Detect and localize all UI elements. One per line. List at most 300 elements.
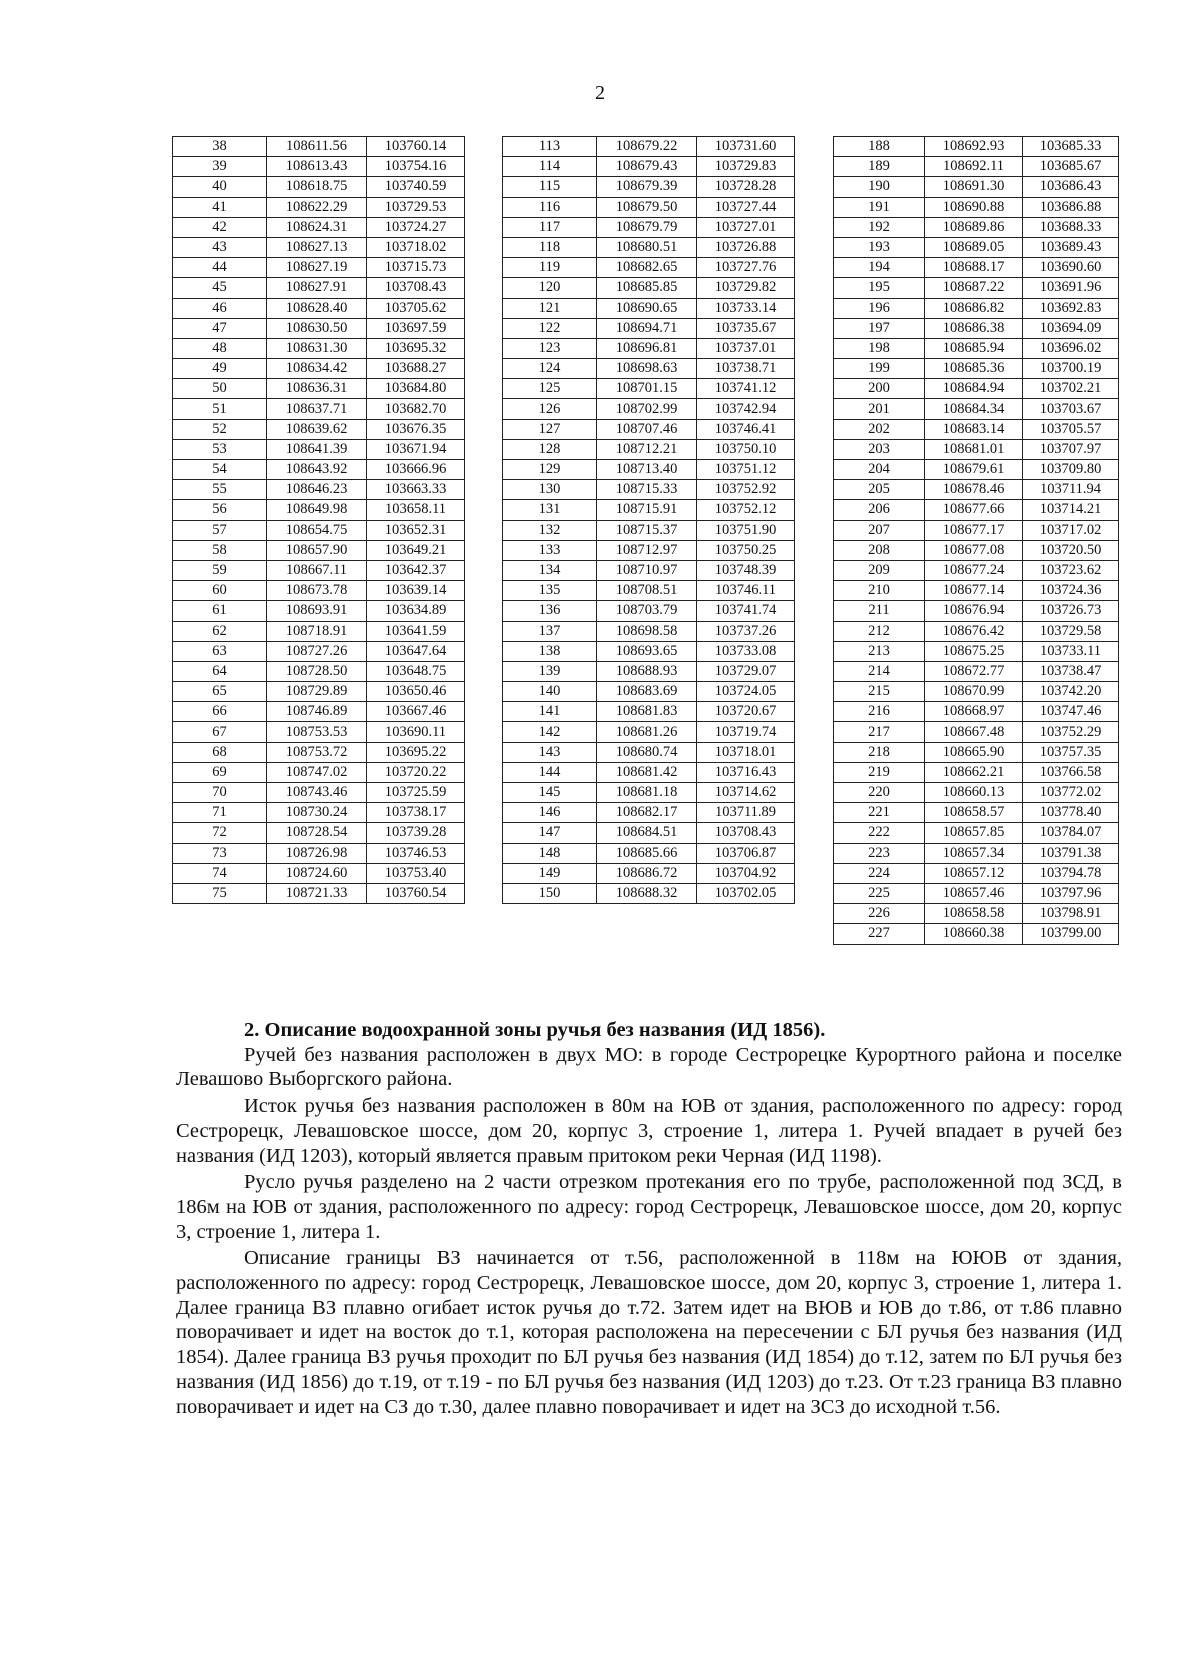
y-coordinate-cell: 103705.62 bbox=[367, 298, 465, 318]
point-number-cell: 49 bbox=[173, 359, 267, 379]
x-coordinate-cell: 108681.42 bbox=[597, 762, 697, 782]
y-coordinate-cell: 103690.60 bbox=[1023, 258, 1119, 278]
y-coordinate-cell: 103737.26 bbox=[697, 621, 795, 641]
point-number-cell: 218 bbox=[834, 742, 925, 762]
x-coordinate-cell: 108681.83 bbox=[597, 702, 697, 722]
y-coordinate-cell: 103727.44 bbox=[697, 197, 795, 217]
point-number-cell: 194 bbox=[834, 258, 925, 278]
point-number-cell: 222 bbox=[834, 823, 925, 843]
point-number-cell: 209 bbox=[834, 560, 925, 580]
y-coordinate-cell: 103752.29 bbox=[1023, 722, 1119, 742]
table-row bbox=[173, 237, 465, 257]
point-number-cell: 55 bbox=[173, 480, 267, 500]
y-coordinate-cell: 103667.46 bbox=[367, 702, 465, 722]
y-coordinate-cell: 103700.19 bbox=[1023, 359, 1119, 379]
table-row bbox=[173, 318, 465, 338]
point-number-cell: 146 bbox=[503, 803, 597, 823]
x-coordinate-cell: 108753.72 bbox=[267, 742, 367, 762]
point-number-cell: 142 bbox=[503, 722, 597, 742]
x-coordinate-cell: 108670.99 bbox=[925, 682, 1023, 702]
paragraph-location: Ручей без названия расположен в двух МО: в городе Сестрорецке Курортного района и поселке Левашово Выборгского района. bbox=[176, 1043, 1122, 1091]
table-row bbox=[834, 621, 1119, 641]
y-coordinate-cell: 103720.67 bbox=[697, 702, 795, 722]
y-coordinate-cell: 103688.27 bbox=[367, 359, 465, 379]
y-coordinate-cell: 103714.21 bbox=[1023, 500, 1119, 520]
point-number-cell: 202 bbox=[834, 419, 925, 439]
x-coordinate-cell: 108677.24 bbox=[925, 560, 1023, 580]
table-row bbox=[173, 641, 465, 661]
point-number-cell: 147 bbox=[503, 823, 597, 843]
y-coordinate-cell: 103784.07 bbox=[1023, 823, 1119, 843]
x-coordinate-cell: 108679.43 bbox=[597, 157, 697, 177]
x-coordinate-cell: 108693.91 bbox=[267, 601, 367, 621]
x-coordinate-cell: 108715.33 bbox=[597, 480, 697, 500]
point-number-cell: 72 bbox=[173, 823, 267, 843]
point-number-cell: 41 bbox=[173, 197, 267, 217]
x-coordinate-cell: 108715.91 bbox=[597, 500, 697, 520]
table-row bbox=[173, 177, 465, 197]
x-coordinate-cell: 108686.82 bbox=[925, 298, 1023, 318]
table-row bbox=[503, 783, 795, 803]
y-coordinate-cell: 103697.59 bbox=[367, 318, 465, 338]
x-coordinate-cell: 108673.78 bbox=[267, 581, 367, 601]
x-coordinate-cell: 108677.66 bbox=[925, 500, 1023, 520]
table-row bbox=[503, 661, 795, 681]
table-row bbox=[834, 359, 1119, 379]
table-row bbox=[503, 298, 795, 318]
y-coordinate-cell: 103688.33 bbox=[1023, 217, 1119, 237]
x-coordinate-cell: 108685.85 bbox=[597, 278, 697, 298]
y-coordinate-cell: 103639.14 bbox=[367, 581, 465, 601]
y-coordinate-cell: 103719.74 bbox=[697, 722, 795, 742]
table-row bbox=[503, 621, 795, 641]
table-row bbox=[834, 379, 1119, 399]
y-coordinate-cell: 103685.67 bbox=[1023, 157, 1119, 177]
y-coordinate-cell: 103748.39 bbox=[697, 560, 795, 580]
y-coordinate-cell: 103652.31 bbox=[367, 520, 465, 540]
table-row bbox=[834, 601, 1119, 621]
x-coordinate-cell: 108627.13 bbox=[267, 237, 367, 257]
table-row bbox=[834, 682, 1119, 702]
table-row bbox=[834, 419, 1119, 439]
x-coordinate-cell: 108713.40 bbox=[597, 460, 697, 480]
y-coordinate-cell: 103702.05 bbox=[697, 883, 795, 903]
table-row bbox=[834, 177, 1119, 197]
table-row bbox=[173, 762, 465, 782]
y-coordinate-cell: 103727.01 bbox=[697, 217, 795, 237]
point-number-cell: 204 bbox=[834, 460, 925, 480]
point-number-cell: 130 bbox=[503, 480, 597, 500]
y-coordinate-cell: 103760.14 bbox=[367, 137, 465, 157]
y-coordinate-cell: 103726.73 bbox=[1023, 601, 1119, 621]
point-number-cell: 67 bbox=[173, 722, 267, 742]
x-coordinate-cell: 108680.51 bbox=[597, 237, 697, 257]
table-row bbox=[834, 762, 1119, 782]
x-coordinate-cell: 108712.21 bbox=[597, 439, 697, 459]
point-number-cell: 128 bbox=[503, 439, 597, 459]
y-coordinate-cell: 103720.22 bbox=[367, 762, 465, 782]
point-number-cell: 75 bbox=[173, 883, 267, 903]
point-number-cell: 215 bbox=[834, 682, 925, 702]
table-row bbox=[173, 298, 465, 318]
table-row bbox=[173, 217, 465, 237]
table-row bbox=[503, 278, 795, 298]
table-row bbox=[834, 843, 1119, 863]
point-number-cell: 66 bbox=[173, 702, 267, 722]
table-row bbox=[834, 500, 1119, 520]
y-coordinate-cell: 103729.53 bbox=[367, 197, 465, 217]
x-coordinate-cell: 108688.32 bbox=[597, 883, 697, 903]
y-coordinate-cell: 103634.89 bbox=[367, 601, 465, 621]
table-row bbox=[173, 883, 465, 903]
point-number-cell: 57 bbox=[173, 520, 267, 540]
table-row bbox=[173, 843, 465, 863]
y-coordinate-cell: 103751.12 bbox=[697, 460, 795, 480]
table-row bbox=[503, 742, 795, 762]
x-coordinate-cell: 108676.42 bbox=[925, 621, 1023, 641]
y-coordinate-cell: 103760.54 bbox=[367, 883, 465, 903]
x-coordinate-cell: 108684.34 bbox=[925, 399, 1023, 419]
table-row bbox=[503, 197, 795, 217]
point-number-cell: 134 bbox=[503, 560, 597, 580]
y-coordinate-cell: 103746.11 bbox=[697, 581, 795, 601]
y-coordinate-cell: 103686.43 bbox=[1023, 177, 1119, 197]
point-number-cell: 39 bbox=[173, 157, 267, 177]
point-number-cell: 211 bbox=[834, 601, 925, 621]
table-row bbox=[503, 217, 795, 237]
point-number-cell: 60 bbox=[173, 581, 267, 601]
table-row bbox=[834, 783, 1119, 803]
x-coordinate-cell: 108683.14 bbox=[925, 419, 1023, 439]
point-number-cell: 213 bbox=[834, 641, 925, 661]
table-row bbox=[503, 843, 795, 863]
point-number-cell: 40 bbox=[173, 177, 267, 197]
y-coordinate-cell: 103778.40 bbox=[1023, 803, 1119, 823]
point-number-cell: 207 bbox=[834, 520, 925, 540]
y-coordinate-cell: 103717.02 bbox=[1023, 520, 1119, 540]
x-coordinate-cell: 108630.50 bbox=[267, 318, 367, 338]
point-number-cell: 113 bbox=[503, 137, 597, 157]
x-coordinate-cell: 108726.98 bbox=[267, 843, 367, 863]
paragraph-channel: Русло ручья разделено на 2 части отрезком протекания его по трубе, расположенной под ЗСД, в 186м на ЮВ от здания, расположенного по адресу: город Сестрорецк, Левашовское шоссе, дом 20, корпус 3, строение 1, литера 1. bbox=[176, 1171, 1122, 1243]
x-coordinate-cell: 108676.94 bbox=[925, 601, 1023, 621]
y-coordinate-cell: 103766.58 bbox=[1023, 762, 1119, 782]
y-coordinate-cell: 103733.11 bbox=[1023, 641, 1119, 661]
y-coordinate-cell: 103747.46 bbox=[1023, 702, 1119, 722]
point-number-cell: 226 bbox=[834, 904, 925, 924]
y-coordinate-cell: 103733.08 bbox=[697, 641, 795, 661]
point-number-cell: 68 bbox=[173, 742, 267, 762]
y-coordinate-cell: 103708.43 bbox=[697, 823, 795, 843]
table-row bbox=[173, 621, 465, 641]
x-coordinate-cell: 108668.97 bbox=[925, 702, 1023, 722]
coordinates-table-1 bbox=[172, 136, 465, 904]
y-coordinate-cell: 103650.46 bbox=[367, 682, 465, 702]
y-coordinate-cell: 103746.41 bbox=[697, 419, 795, 439]
table-row bbox=[503, 500, 795, 520]
y-coordinate-cell: 103726.88 bbox=[697, 237, 795, 257]
x-coordinate-cell: 108703.79 bbox=[597, 601, 697, 621]
point-number-cell: 195 bbox=[834, 278, 925, 298]
point-number-cell: 217 bbox=[834, 722, 925, 742]
y-coordinate-cell: 103757.35 bbox=[1023, 742, 1119, 762]
table-row bbox=[173, 480, 465, 500]
y-coordinate-cell: 103666.96 bbox=[367, 460, 465, 480]
x-coordinate-cell: 108694.71 bbox=[597, 318, 697, 338]
y-coordinate-cell: 103676.35 bbox=[367, 419, 465, 439]
x-coordinate-cell: 108684.94 bbox=[925, 379, 1023, 399]
point-number-cell: 53 bbox=[173, 439, 267, 459]
table-row bbox=[834, 520, 1119, 540]
y-coordinate-cell: 103658.11 bbox=[367, 500, 465, 520]
table-row bbox=[834, 217, 1119, 237]
y-coordinate-cell: 103703.67 bbox=[1023, 399, 1119, 419]
table-row bbox=[503, 318, 795, 338]
x-coordinate-cell: 108677.08 bbox=[925, 540, 1023, 560]
table-row bbox=[503, 480, 795, 500]
table-row bbox=[173, 863, 465, 883]
table-row bbox=[173, 783, 465, 803]
section-title: 2. Описание водоохранной зоны ручья без названия (ИД 1856). bbox=[244, 1019, 826, 1041]
y-coordinate-cell: 103799.00 bbox=[1023, 924, 1119, 944]
point-number-cell: 121 bbox=[503, 298, 597, 318]
y-coordinate-cell: 103649.21 bbox=[367, 540, 465, 560]
point-number-cell: 63 bbox=[173, 641, 267, 661]
point-number-cell: 224 bbox=[834, 863, 925, 883]
point-number-cell: 122 bbox=[503, 318, 597, 338]
x-coordinate-cell: 108684.51 bbox=[597, 823, 697, 843]
x-coordinate-cell: 108728.50 bbox=[267, 661, 367, 681]
table-row bbox=[834, 560, 1119, 580]
y-coordinate-cell: 103692.83 bbox=[1023, 298, 1119, 318]
table-row bbox=[503, 359, 795, 379]
paragraph-boundary: Описание границы ВЗ начинается от т.56, расположенной в 118м на ЮЮВ от здания, расположенного по адресу: город Сестрорецк, Левашовское шоссе, дом 20, корпус 3, строение 1, литера 1. Далее граница ВЗ плавно огибает исток ручья до т.72. Затем идет на ВЮВ и ЮВ до т.86, от т.86 плавно поворачивает и идет на восток до т.1, которая расположена на пересечении с БЛ ручья без названия (ИД 1854). Далее граница ВЗ ручья проходит по БЛ ручья без названия (ИД 1854) до т.12, затем по БЛ ручья без названия (ИД 1856) до т.19, от т.19 - по БЛ ручья без названия (ИД 1203) до т.23. От т.23 граница ВЗ плавно поворачивает и идет на СЗ до т.30, далее плавно поворачивает и идет на ЗСЗ до исходной т.56. bbox=[176, 1247, 1122, 1418]
point-number-cell: 136 bbox=[503, 601, 597, 621]
y-coordinate-cell: 103647.64 bbox=[367, 641, 465, 661]
table-row bbox=[834, 338, 1119, 358]
x-coordinate-cell: 108672.77 bbox=[925, 661, 1023, 681]
point-number-cell: 123 bbox=[503, 338, 597, 358]
point-number-cell: 133 bbox=[503, 540, 597, 560]
x-coordinate-cell: 108688.93 bbox=[597, 661, 697, 681]
y-coordinate-cell: 103738.47 bbox=[1023, 661, 1119, 681]
y-coordinate-cell: 103742.94 bbox=[697, 399, 795, 419]
y-coordinate-cell: 103797.96 bbox=[1023, 883, 1119, 903]
y-coordinate-cell: 103694.09 bbox=[1023, 318, 1119, 338]
table-row bbox=[173, 157, 465, 177]
x-coordinate-cell: 108627.91 bbox=[267, 278, 367, 298]
paragraph-source: Исток ручья без названия расположен в 80м на ЮВ от здания, расположенного по адресу: город Сестрорецк, Левашовское шоссе, дом 20, корпус 3, строение 1, литера 1. Ручей впадает в ручей без названия (ИД 1203), который является правым притоком реки Черная (ИД 1198). bbox=[176, 1095, 1122, 1167]
point-number-cell: 74 bbox=[173, 863, 267, 883]
table-row bbox=[173, 520, 465, 540]
point-number-cell: 120 bbox=[503, 278, 597, 298]
table-row bbox=[834, 823, 1119, 843]
x-coordinate-cell: 108679.79 bbox=[597, 217, 697, 237]
point-number-cell: 135 bbox=[503, 581, 597, 601]
table-row bbox=[173, 500, 465, 520]
table-row bbox=[503, 177, 795, 197]
point-number-cell: 119 bbox=[503, 258, 597, 278]
y-coordinate-cell: 103752.92 bbox=[697, 480, 795, 500]
table-row bbox=[834, 480, 1119, 500]
y-coordinate-cell: 103711.94 bbox=[1023, 480, 1119, 500]
x-coordinate-cell: 108646.23 bbox=[267, 480, 367, 500]
table-row bbox=[503, 803, 795, 823]
point-number-cell: 198 bbox=[834, 338, 925, 358]
point-number-cell: 200 bbox=[834, 379, 925, 399]
x-coordinate-cell: 108718.91 bbox=[267, 621, 367, 641]
y-coordinate-cell: 103702.21 bbox=[1023, 379, 1119, 399]
y-coordinate-cell: 103708.43 bbox=[367, 278, 465, 298]
x-coordinate-cell: 108683.69 bbox=[597, 682, 697, 702]
table-row bbox=[503, 379, 795, 399]
x-coordinate-cell: 108743.46 bbox=[267, 783, 367, 803]
point-number-cell: 220 bbox=[834, 783, 925, 803]
x-coordinate-cell: 108622.29 bbox=[267, 197, 367, 217]
x-coordinate-cell: 108696.81 bbox=[597, 338, 697, 358]
y-coordinate-cell: 103686.88 bbox=[1023, 197, 1119, 217]
table-row bbox=[834, 540, 1119, 560]
point-number-cell: 216 bbox=[834, 702, 925, 722]
table-row bbox=[834, 298, 1119, 318]
y-coordinate-cell: 103663.33 bbox=[367, 480, 465, 500]
x-coordinate-cell: 108624.31 bbox=[267, 217, 367, 237]
x-coordinate-cell: 108689.05 bbox=[925, 237, 1023, 257]
y-coordinate-cell: 103746.53 bbox=[367, 843, 465, 863]
x-coordinate-cell: 108682.65 bbox=[597, 258, 697, 278]
x-coordinate-cell: 108692.11 bbox=[925, 157, 1023, 177]
y-coordinate-cell: 103720.50 bbox=[1023, 540, 1119, 560]
point-number-cell: 201 bbox=[834, 399, 925, 419]
x-coordinate-cell: 108678.46 bbox=[925, 480, 1023, 500]
table-row bbox=[834, 258, 1119, 278]
x-coordinate-cell: 108681.18 bbox=[597, 783, 697, 803]
table-row bbox=[834, 661, 1119, 681]
point-number-cell: 50 bbox=[173, 379, 267, 399]
section-description bbox=[176, 1018, 1122, 1421]
point-number-cell: 43 bbox=[173, 237, 267, 257]
x-coordinate-cell: 108660.38 bbox=[925, 924, 1023, 944]
table-row bbox=[503, 762, 795, 782]
table-row bbox=[503, 682, 795, 702]
table-row bbox=[173, 540, 465, 560]
point-number-cell: 71 bbox=[173, 803, 267, 823]
x-coordinate-cell: 108658.57 bbox=[925, 803, 1023, 823]
x-coordinate-cell: 108637.71 bbox=[267, 399, 367, 419]
table-row bbox=[834, 803, 1119, 823]
x-coordinate-cell: 108747.02 bbox=[267, 762, 367, 782]
table-row bbox=[834, 237, 1119, 257]
x-coordinate-cell: 108692.93 bbox=[925, 137, 1023, 157]
y-coordinate-cell: 103709.80 bbox=[1023, 460, 1119, 480]
y-coordinate-cell: 103750.10 bbox=[697, 439, 795, 459]
table-row bbox=[173, 702, 465, 722]
y-coordinate-cell: 103724.36 bbox=[1023, 581, 1119, 601]
x-coordinate-cell: 108680.74 bbox=[597, 742, 697, 762]
x-coordinate-cell: 108634.42 bbox=[267, 359, 367, 379]
table-row bbox=[173, 823, 465, 843]
x-coordinate-cell: 108753.53 bbox=[267, 722, 367, 742]
x-coordinate-cell: 108715.37 bbox=[597, 520, 697, 540]
table-row bbox=[503, 641, 795, 661]
x-coordinate-cell: 108688.17 bbox=[925, 258, 1023, 278]
y-coordinate-cell: 103794.78 bbox=[1023, 863, 1119, 883]
y-coordinate-cell: 103711.89 bbox=[697, 803, 795, 823]
x-coordinate-cell: 108611.56 bbox=[267, 137, 367, 157]
point-number-cell: 143 bbox=[503, 742, 597, 762]
point-number-cell: 61 bbox=[173, 601, 267, 621]
y-coordinate-cell: 103723.62 bbox=[1023, 560, 1119, 580]
point-number-cell: 124 bbox=[503, 359, 597, 379]
x-coordinate-cell: 108686.72 bbox=[597, 863, 697, 883]
x-coordinate-cell: 108679.39 bbox=[597, 177, 697, 197]
y-coordinate-cell: 103707.97 bbox=[1023, 439, 1119, 459]
table-row bbox=[503, 883, 795, 903]
point-number-cell: 127 bbox=[503, 419, 597, 439]
table-row bbox=[834, 197, 1119, 217]
point-number-cell: 137 bbox=[503, 621, 597, 641]
point-number-cell: 52 bbox=[173, 419, 267, 439]
y-coordinate-cell: 103733.14 bbox=[697, 298, 795, 318]
point-number-cell: 206 bbox=[834, 500, 925, 520]
y-coordinate-cell: 103738.17 bbox=[367, 803, 465, 823]
x-coordinate-cell: 108690.65 bbox=[597, 298, 697, 318]
table-row bbox=[834, 924, 1119, 944]
table-row bbox=[503, 560, 795, 580]
coordinates-table-3 bbox=[833, 136, 1119, 945]
point-number-cell: 214 bbox=[834, 661, 925, 681]
x-coordinate-cell: 108639.62 bbox=[267, 419, 367, 439]
table-row bbox=[503, 601, 795, 621]
x-coordinate-cell: 108654.75 bbox=[267, 520, 367, 540]
point-number-cell: 191 bbox=[834, 197, 925, 217]
point-number-cell: 140 bbox=[503, 682, 597, 702]
point-number-cell: 46 bbox=[173, 298, 267, 318]
x-coordinate-cell: 108657.34 bbox=[925, 843, 1023, 863]
point-number-cell: 59 bbox=[173, 560, 267, 580]
x-coordinate-cell: 108689.86 bbox=[925, 217, 1023, 237]
y-coordinate-cell: 103690.11 bbox=[367, 722, 465, 742]
x-coordinate-cell: 108657.12 bbox=[925, 863, 1023, 883]
point-number-cell: 197 bbox=[834, 318, 925, 338]
y-coordinate-cell: 103715.73 bbox=[367, 258, 465, 278]
point-number-cell: 45 bbox=[173, 278, 267, 298]
table-row bbox=[173, 439, 465, 459]
y-coordinate-cell: 103750.25 bbox=[697, 540, 795, 560]
point-number-cell: 210 bbox=[834, 581, 925, 601]
x-coordinate-cell: 108698.63 bbox=[597, 359, 697, 379]
y-coordinate-cell: 103641.59 bbox=[367, 621, 465, 641]
x-coordinate-cell: 108701.15 bbox=[597, 379, 697, 399]
point-number-cell: 115 bbox=[503, 177, 597, 197]
x-coordinate-cell: 108641.39 bbox=[267, 439, 367, 459]
x-coordinate-cell: 108643.92 bbox=[267, 460, 367, 480]
x-coordinate-cell: 108721.33 bbox=[267, 883, 367, 903]
y-coordinate-cell: 103727.76 bbox=[697, 258, 795, 278]
x-coordinate-cell: 108679.61 bbox=[925, 460, 1023, 480]
table-row bbox=[503, 258, 795, 278]
page-number: 2 bbox=[595, 82, 605, 104]
point-number-cell: 47 bbox=[173, 318, 267, 338]
table-row bbox=[834, 318, 1119, 338]
y-coordinate-cell: 103738.71 bbox=[697, 359, 795, 379]
point-number-cell: 118 bbox=[503, 237, 597, 257]
point-number-cell: 141 bbox=[503, 702, 597, 722]
x-coordinate-cell: 108657.90 bbox=[267, 540, 367, 560]
y-coordinate-cell: 103740.59 bbox=[367, 177, 465, 197]
table-row bbox=[834, 722, 1119, 742]
point-number-cell: 221 bbox=[834, 803, 925, 823]
